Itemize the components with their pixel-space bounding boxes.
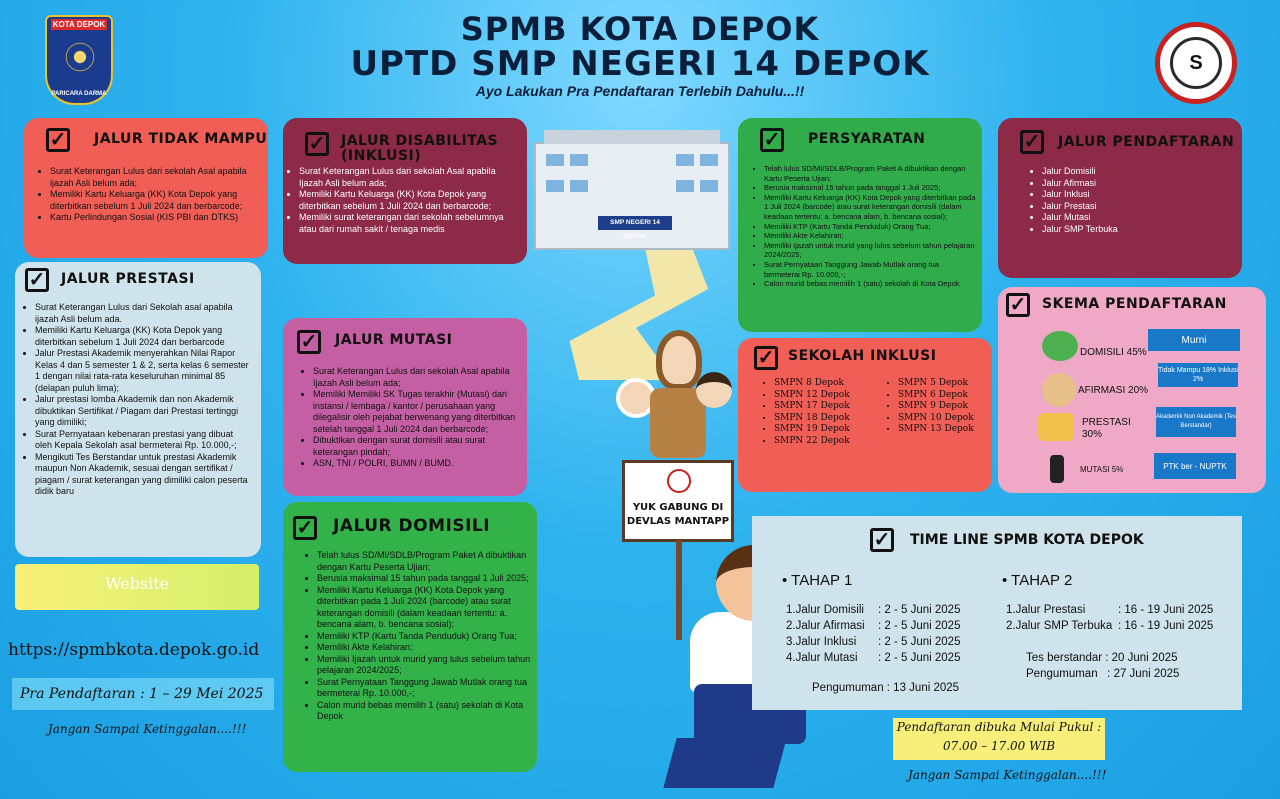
skema-label: MUTASI 5% xyxy=(1080,465,1124,474)
row-name: 4.Jalur Mutasi xyxy=(786,652,858,664)
card-jalur-prestasi xyxy=(15,262,261,557)
list-item: • Surat Keterangan Lulus dari sekolah Asal apabila Ijazah Asli belum ada; xyxy=(313,366,521,389)
card-title: JALUR DOMISILI xyxy=(333,516,491,536)
card-jalur-disabilitas xyxy=(283,118,527,264)
page-subtitle: UPTD SMP NEGERI 14 DEPOK xyxy=(350,44,930,84)
list-item: • Calon murid bebas memilih 1 (satu) sekolah di Kota Depok xyxy=(317,700,531,723)
list-item: • Memiliki surat keterangan dari sekolah sebelumnya atau dari rumah sakit / tenaga medis xyxy=(299,212,517,235)
requirement-list xyxy=(25,302,251,498)
skema-label: AFIRMASI 20% xyxy=(1078,385,1149,396)
card-title: JALUR TIDAK MAMPU xyxy=(94,131,268,147)
list-item: • Berusia maksimal 15 tahun pada tanggal 1 Juli 2025; xyxy=(764,183,976,193)
checkbox-icon: ✓ xyxy=(754,346,778,370)
tahap-1-table xyxy=(786,602,960,666)
list-item: • Memiliki Kartu Keluarga (KK) Kota Depok yang diterbitkan sebelum 1 Juli 2024 dan berbarcode; xyxy=(299,189,517,212)
tahap-2-label: • TAHAP 2 xyxy=(1002,572,1073,589)
window xyxy=(676,180,694,192)
list-item: • Memiliki Ijazah untuk murid yang lulus sebelum tahun pelajaran 2024/2025; xyxy=(317,654,531,677)
list-item: • Calon murid bebas memilih 1 (satu) sekolah di Kota Depok xyxy=(764,279,976,289)
table-row xyxy=(1006,602,1213,618)
card-sekolah-inklusi xyxy=(738,338,992,492)
skema-badge: Akademik Non Akademik (Tes Berstandar) xyxy=(1156,407,1236,437)
requirement-list xyxy=(40,166,262,224)
logo-motto: PARICARA DARMA xyxy=(51,91,107,97)
table-row xyxy=(786,634,960,650)
list-item: • SMPN 22 Depok xyxy=(774,436,850,448)
row-name: 2.Jalur Afirmasi xyxy=(786,620,865,632)
tahap-1-pengumuman: Pengumuman : 13 Juni 2025 xyxy=(812,682,960,694)
card-title: JALUR DISABILITAS (INKLUSI) xyxy=(341,133,499,164)
reminder-text: Jangan Sampai Ketinggalan....!!! xyxy=(48,722,247,736)
family-icon xyxy=(1042,373,1076,407)
row-date: : 2 - 5 Juni 2025 xyxy=(878,652,961,664)
card-timeline xyxy=(752,516,1242,710)
list-item: • SMPN 17 Depok xyxy=(774,401,850,413)
list-item: • Memiliki KTP (Kartu Tanda Penduduk) Orang Tua; xyxy=(764,222,976,232)
card-title: SEKOLAH INKLUSI xyxy=(788,348,937,364)
tahap-2-text: TAHAP 2 xyxy=(1011,572,1073,589)
list-item: • SMPN 19 Depok xyxy=(774,424,850,436)
page-title: SPMB KOTA DEPOK xyxy=(460,10,820,48)
list-item: • Dibuktikan dengan surat domisili atau surat keterangan pindah; xyxy=(313,435,521,458)
list-item: • Jalur prestasi lomba Akademik dan non Akademik dibuktikan Sertifikat / Piagam dari Prestasi tertinggi yang dimiliki; xyxy=(35,394,251,429)
logo-label: KOTA DEPOK xyxy=(52,20,106,29)
list-item: • Jalur Afirmasi xyxy=(1042,178,1118,190)
skema-badge: PTK ber - NUPTK xyxy=(1154,453,1236,479)
tahap-2-pengumuman: Pengumuman : 27 Juni 2025 xyxy=(1026,668,1180,680)
card-title: JALUR PENDAFTARAN xyxy=(1058,134,1235,150)
checkbox-icon: ✓ xyxy=(305,132,329,156)
skema-badge: Murni xyxy=(1148,329,1240,351)
list-item: • Surat Keterangan Lulus dari sekolah Asal apabila ijazah Asli belum ada; xyxy=(50,166,262,189)
list-item: • Kartu Perlindungan Sosial (KIS PBI dan DTKS) xyxy=(50,212,262,224)
teacher-figure xyxy=(656,330,702,390)
sign-board xyxy=(622,460,734,542)
jalur-list xyxy=(1032,166,1118,235)
tagline: Ayo Lakukan Pra Pendaftaran Terlebih Dahulu...!! xyxy=(475,83,805,99)
requirement-list xyxy=(754,164,976,289)
trophy-icon xyxy=(1038,413,1074,441)
table-row xyxy=(786,618,960,634)
school-sign: SMP NEGERI 14 DEPOK xyxy=(598,216,672,230)
board-line-1: YUK GABUNG DI xyxy=(632,502,724,513)
window xyxy=(700,154,718,166)
card-persyaratan xyxy=(738,118,982,332)
path-illustration xyxy=(560,250,750,380)
checkbox-icon: ✓ xyxy=(1006,293,1030,317)
registration-hours xyxy=(893,718,1105,760)
list-item: • Telah lulus SD/MI/SDLB/Program Paket A dibuktikan dengan Kartu Peserta Ujian; xyxy=(764,164,976,183)
window xyxy=(676,154,694,166)
list-item: • SMPN 13 Depok xyxy=(898,424,974,436)
card-jalur-domisili xyxy=(283,502,537,772)
boy-leg xyxy=(663,738,786,788)
map-icon xyxy=(1042,331,1078,361)
card-title: JALUR PRESTASI xyxy=(61,271,195,287)
list-item: • ASN, TNI / POLRI, BUMN / BUMD. xyxy=(313,458,521,470)
checkbox-icon: ✓ xyxy=(25,268,49,292)
list-item: • Surat Keterangan Lulus dari Sekolah asal apabila ijazah Asli belum ada. xyxy=(35,302,251,325)
board-line-2: DEVLAS MANTAPP xyxy=(626,516,730,527)
table-row xyxy=(786,650,960,666)
card-skema-pendaftaran xyxy=(998,287,1266,493)
card-jalur-tidak-mampu xyxy=(24,118,268,258)
list-item: • Memiliki Ijazah untuk murid yang lulus sebelum tahun pelajaran 2024/2025; xyxy=(764,241,976,260)
school-list-2 xyxy=(888,378,974,436)
website-link[interactable]: https://spmbkota.depok.go.id xyxy=(8,640,260,660)
list-item: • Jalur Inklusi xyxy=(1042,189,1118,201)
card-title: JALUR MUTASI xyxy=(335,332,453,348)
row-date: : 16 - 19 Juni 2025 xyxy=(1118,620,1214,632)
list-item: • Memiliki KTP (Kartu Tanda Penduduk) Orang Tua; xyxy=(317,631,531,643)
card-title: SKEMA PENDAFTARAN xyxy=(1042,296,1227,312)
tahap-1-label: • TAHAP 1 xyxy=(782,572,853,589)
window xyxy=(570,180,588,192)
card-jalur-mutasi xyxy=(283,318,527,496)
requirement-list xyxy=(289,166,517,235)
skema-label: PRESTASI 30% xyxy=(1082,417,1131,440)
list-item: • Memiliki Kartu Keluarga (KK) Kota Depok yang diterbitkan pada 1 Juli 2024 (barcode) atau surat keterangan domisili (dalam keadaan tertentu: a. bencana alam, b. bencana sosial); xyxy=(317,585,531,631)
checkbox-icon: ✓ xyxy=(760,128,784,152)
list-item: • SMPN 18 Depok xyxy=(774,413,850,425)
list-item: • SMPN 10 Depok xyxy=(898,413,974,425)
row-name: 2.Jalur SMP Terbuka xyxy=(1006,620,1113,632)
skema-label: DOMISILI 45% xyxy=(1080,347,1147,358)
list-item: • Jalur SMP Terbuka xyxy=(1042,224,1118,236)
stamp-icon xyxy=(667,469,691,493)
list-item: • SMPN 8 Depok xyxy=(774,378,850,390)
tes-berstandar: Tes berstandar : 20 Juni 2025 xyxy=(1026,652,1178,664)
list-item: • Surat Pernyataan Tanggung Jawab Mutlak orang tua bermeterai Rp. 10.000,-; xyxy=(317,677,531,700)
card-jalur-pendaftaran xyxy=(998,118,1242,278)
website-button[interactable]: Website xyxy=(15,564,259,610)
list-item: • Surat Pernyataan Tanggung Jawab Mutlak orang tua bermeterai Rp. 10.000,-; xyxy=(764,260,976,279)
reminder-text: Jangan Sampai Ketinggalan....!!! xyxy=(908,768,1107,782)
school-list-1 xyxy=(764,378,850,447)
school-building-illustration xyxy=(534,142,730,250)
requirement-list xyxy=(307,550,531,723)
list-item: • Surat Keterangan Lulus dari sekolah Asal apabila Ijazah Asli belum ada; xyxy=(299,166,517,189)
window xyxy=(546,154,564,166)
list-item: • Memiliki Kartu Keluarga (KK) Kota Depok yang diterbitkan sebelum 1 Juli 2024 dan berbarcode xyxy=(35,325,251,348)
list-item: • Memiliki Akte Kelahiran; xyxy=(317,642,531,654)
requirement-list xyxy=(303,366,521,470)
checkbox-icon: ✓ xyxy=(293,516,317,540)
row-name: 3.Jalur Inklusi xyxy=(786,636,857,648)
list-item: • Memiliki Memiliki SK Tugas terakhir (Mutasi) dari instansi / lembaga / kantor / perusahaan yang dilegalisir oleh pejabat berwenang yang diterbitkan setelah tanggal 1 Juli 2024 dan berbarcode; xyxy=(313,389,521,435)
skema-badge: Tidak Mampu 18% Inklusi 2% xyxy=(1158,363,1238,387)
hours-line-2: 07.00 – 17.00 WIB xyxy=(942,739,1056,753)
list-item: • SMPN 5 Depok xyxy=(898,378,974,390)
list-item: • Jalur Mutasi xyxy=(1042,212,1118,224)
row-date: : 2 - 5 Juni 2025 xyxy=(878,620,961,632)
window xyxy=(700,180,718,192)
list-item: • Surat Pernyataan kebenaran prestasi yang dibuat oleh Kepala Sekolah asal bermeterai Rp. 10.000,-; xyxy=(35,429,251,452)
list-item: • Jalur Prestasi Akademik menyerahkan Nilai Rapor Kelas 4 dan 5 semester 1 & 2, serta kelas 6 semester 1 dengan nilai rata-rata keseluruhan minimal 85 (delapan puluh lima); xyxy=(35,348,251,394)
row-name: 1.Jalur Prestasi xyxy=(1006,604,1086,616)
list-item: • Memiliki Kartu Keluarga (KK) Kota Depok yang diterbitkan pada 1 Juli 2024 (barcode) atau surat keterangan domisili (dalam keadaan tertentu: a. bencana alam, b. bencana sosial); xyxy=(764,193,976,222)
boy-small-figure xyxy=(696,372,732,408)
tahap-1-text: TAHAP 1 xyxy=(791,572,853,589)
list-item: • Jalur Prestasi xyxy=(1042,201,1118,213)
school-logo xyxy=(1155,22,1237,104)
row-date: : 16 - 19 Juni 2025 xyxy=(1118,604,1214,616)
tahap-2-table xyxy=(1006,602,1213,634)
window xyxy=(570,154,588,166)
card-title: TIME LINE SPMB KOTA DEPOK xyxy=(910,532,1144,548)
list-item: • Memiliki Akte Kelahiran; xyxy=(764,231,976,241)
row-name: 1.Jalur Domisili xyxy=(786,604,864,616)
hours-line-1: Pendaftaran dibuka Mulai Pukul : xyxy=(896,720,1102,734)
list-item: • SMPN 12 Depok xyxy=(774,390,850,402)
checkbox-icon: ✓ xyxy=(46,128,70,152)
row-date: : 2 - 5 Juni 2025 xyxy=(878,636,961,648)
card-title: PERSYARATAN xyxy=(808,131,926,147)
sign-pole xyxy=(676,540,682,640)
list-item: • SMPN 6 Depok xyxy=(898,390,974,402)
person-icon xyxy=(1050,455,1064,483)
school-roof xyxy=(544,130,720,144)
list-item: • SMPN 9 Depok xyxy=(898,401,974,413)
list-item: • Jalur Domisili xyxy=(1042,166,1118,178)
window xyxy=(546,180,564,192)
list-item: • Mengikuti Tes Berstandar untuk prestasi Akademik maupun Non Akademik, sesuai dengan sertifikat / piagam / surat keterangan yang dimiliki calon peserta didik baru xyxy=(35,452,251,498)
school-emblem-icon: S xyxy=(1170,37,1222,89)
row-date: : 2 - 5 Juni 2025 xyxy=(878,604,961,616)
list-item: • Memiliki Kartu Keluarga (KK) Kota Depok yang diterbitkan sebelum 1 Juli 2024 dan berbarcode; xyxy=(50,189,262,212)
checkbox-icon: ✓ xyxy=(297,330,321,354)
table-row xyxy=(786,602,960,618)
list-item: • Telah lulus SD/MI/SDLB/Program Paket A dibuktikan dengan Kartu Peserta Ujian; xyxy=(317,550,531,573)
checkbox-icon: ✓ xyxy=(1020,130,1044,154)
list-item: • Berusia maksimal 15 tahun pada tanggal 1 Juli 2025; xyxy=(317,573,531,585)
checkbox-icon: ✓ xyxy=(870,528,894,552)
pra-pendaftaran-date: Pra Pendaftaran : 1 – 29 Mei 2025 xyxy=(12,678,274,710)
table-row xyxy=(1006,618,1213,634)
